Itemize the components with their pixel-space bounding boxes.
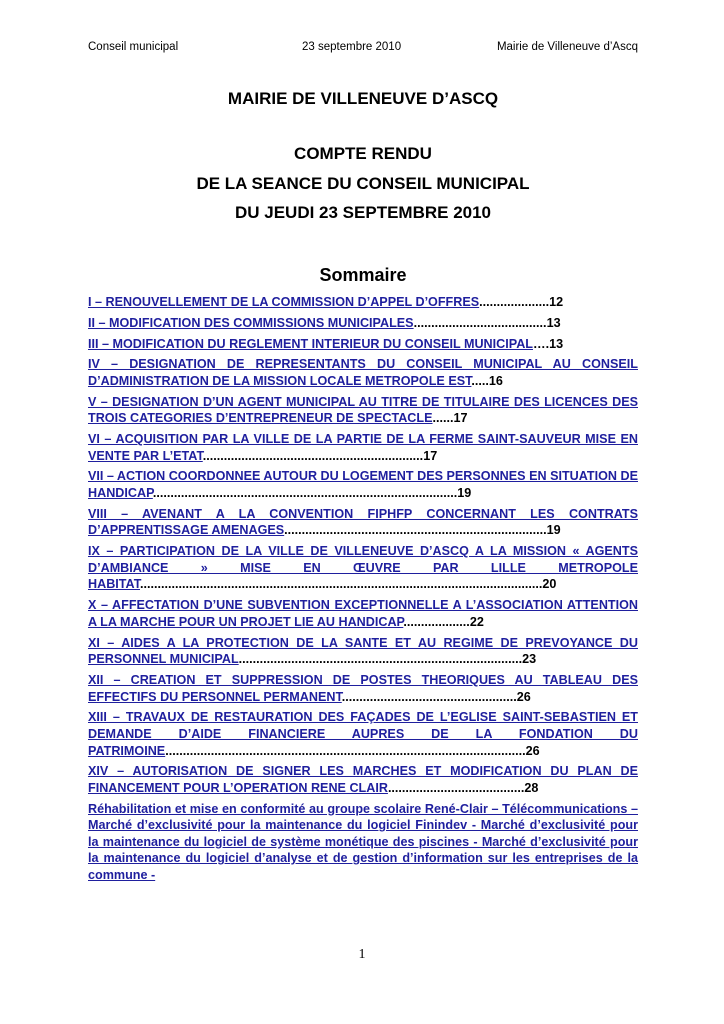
toc-leader: ...... bbox=[432, 411, 454, 426]
toc-leader: ....................................... bbox=[387, 780, 525, 795]
toc-entry[interactable] bbox=[88, 468, 638, 501]
toc-page: 17 bbox=[423, 448, 438, 463]
toc-link[interactable]: VI – ACQUISITION PAR LA VILLE DE LA PARTIE DE LA FERME SAINT-SAUVEUR MISE EN VENTE PAR L’ETAT bbox=[88, 432, 638, 463]
toc-link[interactable]: V – DESIGNATION D’UN AGENT MUNICIPAL AU TITRE DE TITULAIRE DES LICENCES DES TROIS CATEGORIES D’ENTREPRENEUR DE SPECTACLE bbox=[88, 394, 638, 426]
table-of-contents bbox=[88, 294, 638, 888]
toc-page: 17 bbox=[453, 411, 468, 426]
toc-subentry[interactable]: Réhabilitation et mise en conformité au groupe scolaire René-Clair – Télécommunications – Marché d’exclusivité pour la maintenance du logiciel Finindev - Marché d’exclusivité pour la maintenance du logiciel de système monétique des piscines - Marché d’exclusivité pour la maintenance du logiciel d’analyse et de gestion d’information sur les entreprises de la commune - bbox=[88, 801, 638, 883]
toc-link[interactable]: X – AFFECTATION D’UNE SUBVENTION EXCEPTIONNELLE A L’ASSOCIATION ATTENTION A LA MARCHE POUR UN PROJET LIE AU HANDICAP bbox=[88, 598, 638, 629]
toc-entry[interactable] bbox=[88, 506, 638, 539]
header-left: Conseil municipal bbox=[88, 41, 179, 53]
toc-page: 22 bbox=[469, 614, 484, 629]
toc-page: 20 bbox=[542, 577, 557, 592]
toc-page: 16 bbox=[488, 373, 503, 388]
toc-leader: ............................................................... bbox=[202, 448, 424, 463]
toc-link[interactable]: XIII – TRAVAUX DE RESTAURATION DES FAÇADES DE L’EGLISE SAINT-SEBASTIEN ET DEMANDE D’AIDE FINANCIERE AUPRES DE LA FONDATION DU PATRIMOINE bbox=[88, 710, 638, 758]
sommaire-heading: Sommaire bbox=[319, 265, 407, 285]
toc-entry[interactable] bbox=[88, 709, 638, 759]
toc-entry[interactable] bbox=[88, 543, 638, 593]
page-header bbox=[88, 41, 638, 57]
toc-page: 28 bbox=[524, 780, 539, 795]
toc-entry[interactable] bbox=[88, 672, 638, 705]
toc-leader: .................... bbox=[479, 295, 550, 309]
page-number: 1 bbox=[358, 947, 366, 962]
toc-page: 13 bbox=[549, 336, 564, 351]
header-right: Mairie de Villeneuve d’Ascq bbox=[496, 41, 638, 53]
toc-page: 13 bbox=[546, 315, 561, 330]
toc-entry[interactable] bbox=[88, 356, 638, 389]
toc-page: 26 bbox=[525, 743, 540, 758]
toc-leader: ................... bbox=[403, 614, 470, 629]
toc-entry[interactable] bbox=[88, 635, 638, 668]
toc-entry[interactable] bbox=[88, 336, 638, 353]
toc-link[interactable]: XI – AIDES A LA PROTECTION DE LA SANTE ET AU REGIME DE PREVOYANCE DU PERSONNEL MUNICIPAL bbox=[88, 635, 638, 667]
toc-leader: ................................................................................. bbox=[238, 652, 523, 667]
toc-link[interactable]: IX – PARTICIPATION DE LA VILLE DE VILLENEUVE D’ASCQ A LA MISSION « AGENTS D’AMBIANCE » MISE EN ŒUVRE PAR LILLE METROPOLE HABITAT bbox=[88, 544, 638, 592]
title-date: DU JEUDI 23 SEPTEMBRE 2010 bbox=[234, 203, 492, 222]
toc-page: 23 bbox=[522, 652, 537, 667]
toc-entry[interactable] bbox=[88, 597, 638, 630]
toc-link[interactable]: XII – CREATION ET SUPPRESSION DE POSTES THEORIQUES AU TABLEAU DES EFFECTIFS DU PERSONNEL PERMANENT bbox=[88, 672, 638, 704]
toc-entry[interactable] bbox=[88, 394, 638, 427]
toc-link[interactable]: II – MODIFICATION DES COMMISSIONS MUNICIPALES bbox=[88, 315, 414, 330]
header-date: 23 septembre 2010 bbox=[302, 41, 402, 53]
title-compte-rendu: COMPTE RENDU bbox=[294, 144, 432, 163]
toc-link[interactable]: IV – DESIGNATION DE REPRESENTANTS DU CONSEIL MUNICIPAL AU CONSEIL D’ADMINISTRATION DE LA MISSION LOCALE METROPOLE EST bbox=[88, 357, 638, 388]
toc-leader: ........................................................................... bbox=[284, 523, 547, 538]
toc-link[interactable]: VII – ACTION COORDONNEE AUTOUR DU LOGEMENT DES PERSONNES EN SITUATION DE HANDICAP bbox=[88, 469, 638, 501]
toc-leader: ...................................... bbox=[413, 315, 547, 330]
toc-link[interactable]: III – MODIFICATION DU REGLEMENT INTERIEUR DU CONSEIL MUNICIPAL bbox=[88, 336, 533, 351]
toc-page: 19 bbox=[457, 486, 472, 501]
title-mairie: MAIRIE DE VILLENEUVE D’ASCQ bbox=[227, 89, 499, 108]
toc-entry[interactable] bbox=[88, 294, 638, 311]
toc-page: 26 bbox=[516, 689, 531, 704]
toc-leader: ..... bbox=[471, 373, 489, 388]
toc-leader: ....................................................................................................... bbox=[165, 743, 526, 758]
toc-link[interactable]: I – RENOUVELLEMENT DE LA COMMISSION D’APPEL D’OFFRES bbox=[88, 295, 480, 309]
toc-leader: .................................................. bbox=[341, 689, 517, 704]
toc-page: 19 bbox=[546, 523, 561, 538]
toc-leader: ................................................................................................................... bbox=[140, 577, 543, 592]
toc-leader: ....................................................................................... bbox=[152, 486, 458, 501]
toc-entry[interactable] bbox=[88, 431, 638, 464]
toc-page: 12 bbox=[549, 295, 564, 309]
title-seance: DE LA SEANCE DU CONSEIL MUNICIPAL bbox=[196, 174, 530, 193]
toc-entry[interactable] bbox=[88, 763, 638, 796]
toc-leader: …. bbox=[533, 336, 550, 351]
toc-link[interactable]: XIV – AUTORISATION DE SIGNER LES MARCHES ET MODIFICATION DU PLAN DE FINANCEMENT POUR L’OPERATION RENE CLAIR bbox=[88, 764, 638, 795]
toc-link[interactable]: VIII – AVENANT A LA CONVENTION FIPHFP CONCERNANT LES CONTRATS D’APPRENTISSAGE AMENAGES bbox=[88, 506, 638, 538]
toc-entry[interactable] bbox=[88, 315, 638, 332]
